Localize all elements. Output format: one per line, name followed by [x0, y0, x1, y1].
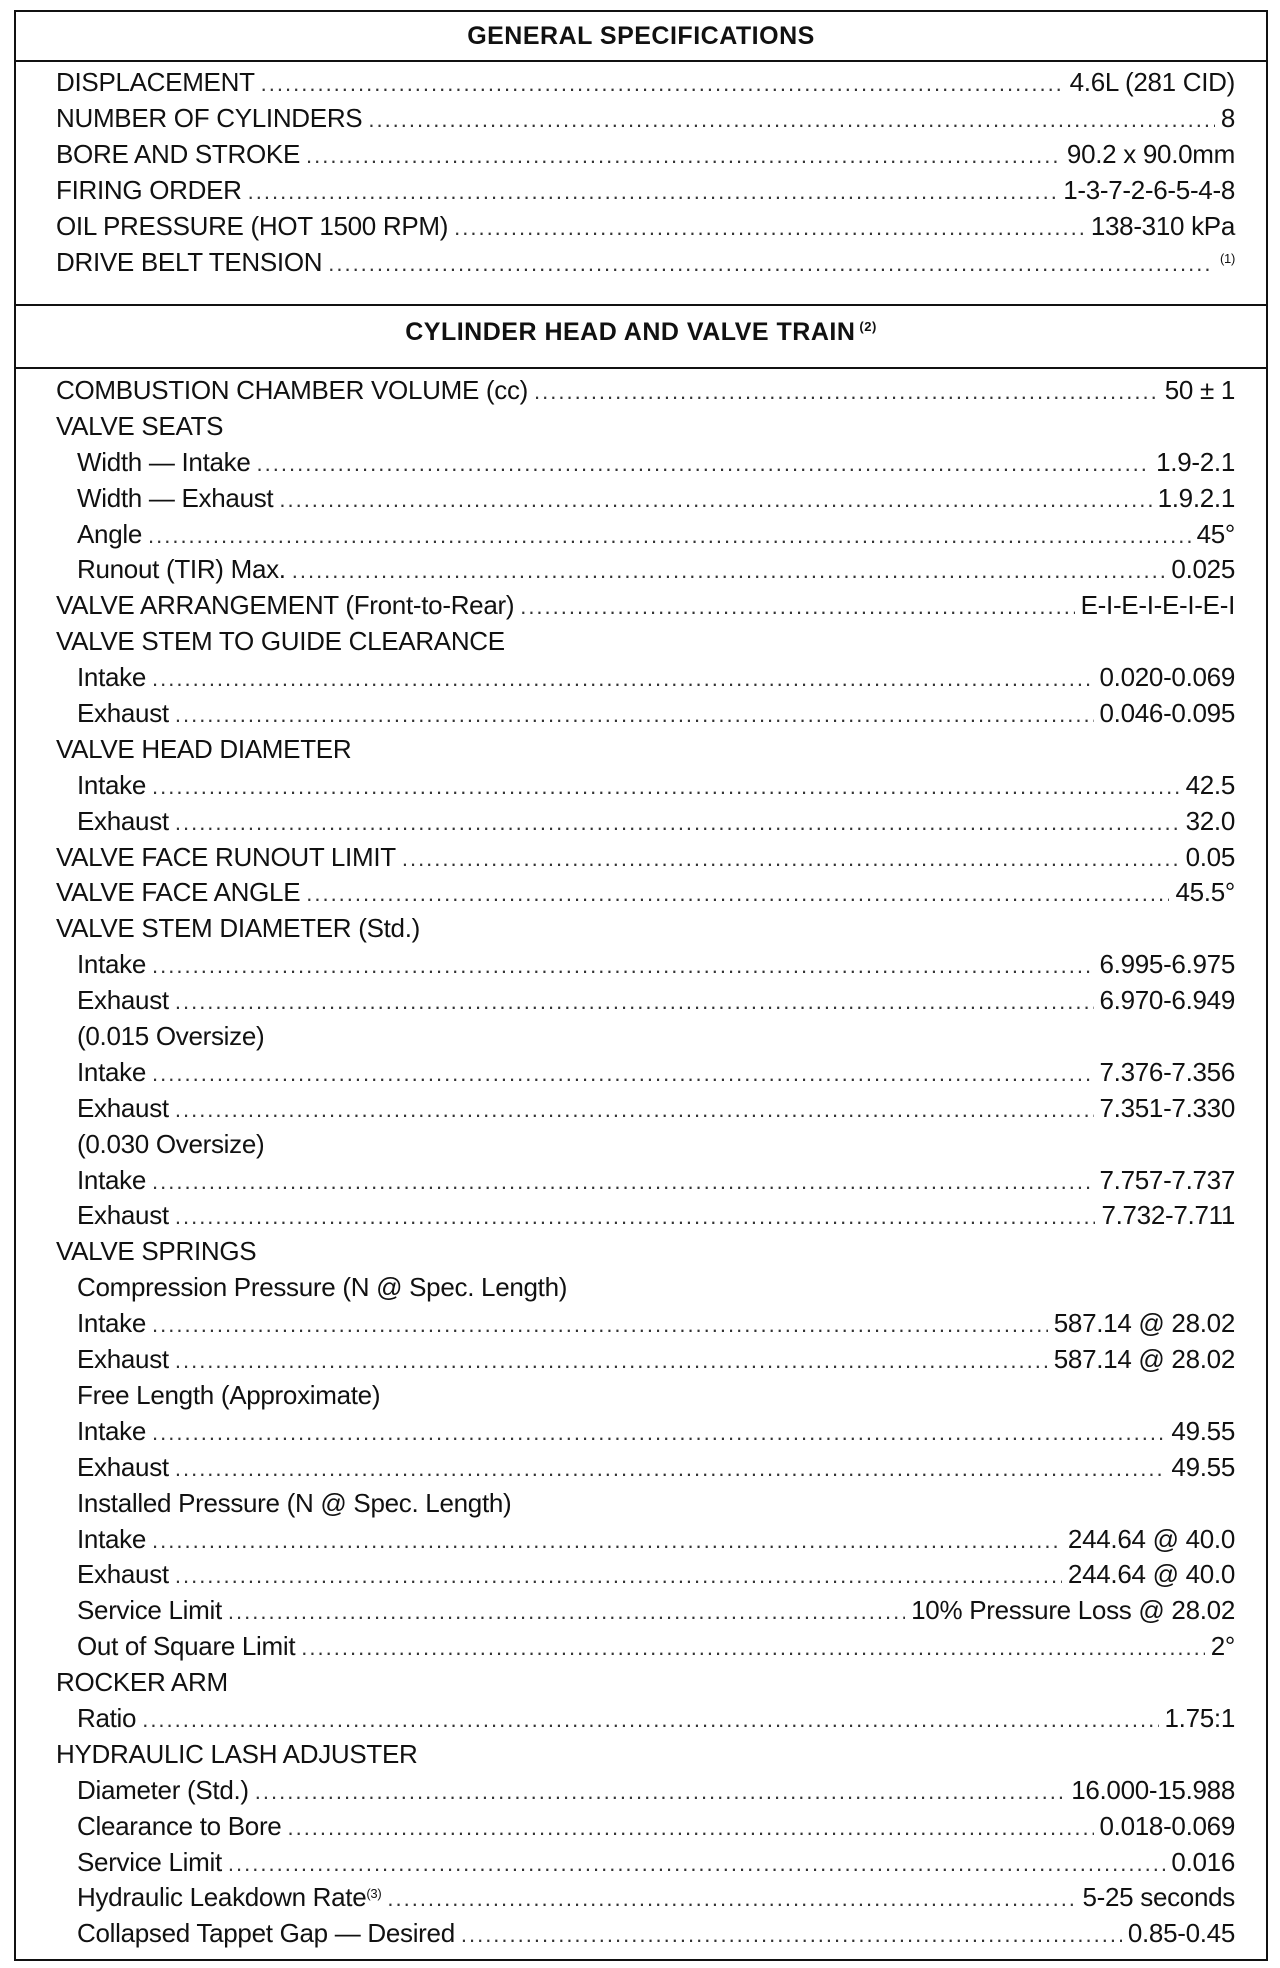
spec-label: BORE AND STROKE	[56, 139, 300, 169]
leader-dots	[152, 661, 1093, 697]
spec-value-text: 0.020-0.069	[1099, 662, 1235, 693]
leader-dots	[175, 805, 1180, 841]
spec-label: Service Limit	[77, 1846, 222, 1877]
general-specifications-list	[56, 64, 1235, 280]
spec-value-text: E-I-E-I-E-I-E-I	[1080, 590, 1235, 621]
spec-label: Intake	[77, 949, 147, 980]
spec-label: VALVE ARRANGEMENT (Front-to-Rear)	[56, 590, 515, 621]
spec-label: HYDRAULIC LASH ADJUSTER	[56, 1738, 418, 1769]
cylinder-head-header	[16, 308, 1266, 356]
spec-label: DRIVE BELT TENSION	[56, 247, 323, 277]
leader-dots	[175, 1199, 1096, 1235]
spec-value-text: 0.018-0.069	[1099, 1810, 1235, 1841]
spec-row	[56, 1629, 1235, 1665]
spec-value-text: 0.025	[1171, 554, 1235, 585]
spec-label: Intake	[77, 769, 147, 800]
spec-row	[56, 1127, 1235, 1163]
leader-dots	[152, 1164, 1093, 1200]
spec-label: Intake	[77, 1523, 147, 1554]
spec-label: Free Length (Approximate)	[77, 1379, 381, 1410]
spec-value	[911, 1593, 1235, 1629]
spec-value	[1054, 1306, 1235, 1342]
spec-label: VALVE SPRINGS	[56, 1236, 257, 1267]
leader-dots	[368, 102, 1214, 138]
leader-dots	[152, 948, 1093, 984]
spec-label: Out of Square Limit	[77, 1631, 296, 1662]
spec-value	[1211, 1629, 1235, 1665]
spec-value	[1128, 1916, 1235, 1952]
spec-label: VALVE SEATS	[56, 410, 224, 441]
spec-value	[1100, 1809, 1236, 1845]
leader-dots	[152, 1415, 1165, 1451]
spec-row	[56, 1163, 1235, 1199]
spec-row	[56, 1055, 1235, 1091]
spec-label: Compression Pressure (N @ Spec. Length)	[77, 1272, 568, 1303]
leader-dots	[402, 841, 1180, 877]
spec-label: (0.015 Oversize)	[77, 1021, 265, 1052]
leader-dots	[279, 482, 1151, 518]
leader-dots	[175, 697, 1094, 733]
spec-row	[56, 208, 1235, 244]
spec-value-text: 7.351-7.330	[1099, 1092, 1235, 1123]
spec-value-text: 0.016	[1171, 1846, 1235, 1877]
spec-label: Diameter (Std.)	[77, 1774, 249, 1805]
spec-row	[56, 911, 1235, 947]
leader-dots	[175, 984, 1094, 1020]
leader-dots	[152, 769, 1180, 805]
spec-row	[56, 1091, 1235, 1127]
spec-value-text: 587.14 @ 28.02	[1053, 1308, 1235, 1339]
spec-value	[1100, 660, 1236, 696]
spec-row	[56, 1593, 1235, 1629]
spec-value	[1158, 481, 1235, 517]
spec-value-text: 1.9-2.1	[1156, 446, 1235, 477]
leader-dots	[387, 1881, 1076, 1917]
spec-label: Angle	[77, 518, 142, 549]
spec-label: Exhaust	[77, 805, 169, 836]
leader-dots	[292, 553, 1166, 589]
spec-row	[56, 517, 1235, 553]
spec-label: Runout (TIR) Max.	[77, 554, 286, 585]
spec-row	[56, 1342, 1235, 1378]
spec-label: VALVE STEM TO GUIDE CLEARANCE	[56, 626, 505, 657]
spec-row	[56, 1270, 1235, 1306]
spec-row	[56, 1198, 1235, 1234]
spec-value-text: 7.376-7.356	[1099, 1056, 1235, 1087]
spec-label: Exhaust	[77, 985, 169, 1016]
spec-row	[56, 1306, 1235, 1342]
spec-label: Intake	[77, 1164, 147, 1195]
leader-dots	[175, 1451, 1166, 1487]
spec-value-text: 244.64 @ 40.0	[1067, 1523, 1235, 1554]
spec-label: NUMBER OF CYLINDERS	[56, 103, 363, 133]
spec-row	[56, 1557, 1235, 1593]
spec-value-text: 42.5	[1185, 769, 1235, 800]
divider	[16, 304, 1266, 306]
spec-value-text: 5-25 seconds	[1082, 1882, 1235, 1913]
cylinder-head-list	[56, 373, 1235, 1952]
spec-row	[56, 1880, 1235, 1916]
spec-label: Width — Exhaust	[77, 482, 274, 513]
leader-dots	[306, 876, 1169, 912]
spec-value-text: 1.9.2.1	[1157, 482, 1235, 513]
spec-row	[56, 1234, 1235, 1270]
footnote-marker: (3)	[366, 1886, 382, 1902]
spec-value-text: 1.75:1	[1164, 1702, 1235, 1733]
spec-label: Service Limit	[77, 1595, 222, 1626]
leader-dots	[175, 1558, 1062, 1594]
spec-row	[56, 1701, 1235, 1737]
leader-dots	[306, 138, 1061, 174]
spec-row	[56, 1665, 1235, 1701]
spec-label: Exhaust	[77, 1092, 169, 1123]
spec-row	[56, 840, 1235, 876]
leader-dots	[175, 1092, 1094, 1128]
spec-label: Exhaust	[77, 1451, 169, 1482]
leader-dots	[228, 1594, 905, 1630]
spec-row	[56, 1845, 1235, 1881]
spec-label: Intake	[77, 1308, 147, 1339]
spec-value-text: 2°	[1210, 1631, 1235, 1662]
cylinder-head-title: CYLINDER HEAD AND VALVE TRAIN	[405, 317, 856, 346]
spec-label: (0.030 Oversize)	[77, 1128, 265, 1159]
spec-value	[1063, 172, 1235, 208]
leader-dots	[534, 374, 1159, 410]
spec-row	[56, 875, 1235, 911]
spec-value	[1068, 1557, 1235, 1593]
spec-value	[1100, 1091, 1236, 1127]
spec-label: FIRING ORDER	[56, 175, 242, 205]
spec-value	[1175, 875, 1235, 911]
spec-row	[56, 409, 1235, 445]
spec-label: Exhaust	[77, 698, 169, 729]
spec-value-text: 1-3-7-2-6-5-4-8	[1063, 175, 1235, 205]
spec-value	[1165, 1701, 1236, 1737]
spec-value-text: 138-310 kPa	[1090, 211, 1235, 241]
spec-value	[1197, 517, 1235, 553]
spec-label: Exhaust	[77, 1559, 169, 1590]
divider	[16, 367, 1266, 369]
spec-row	[56, 64, 1235, 100]
spec-value	[1186, 768, 1235, 804]
spec-row	[56, 136, 1235, 172]
spec-value-text: 45°	[1196, 518, 1235, 549]
spec-row	[56, 100, 1235, 136]
spec-row	[56, 445, 1235, 481]
spec-value	[1171, 1450, 1235, 1486]
spec-value-text: 8	[1220, 103, 1235, 133]
leader-dots	[148, 518, 1191, 554]
divider	[16, 60, 1266, 62]
spec-row	[56, 244, 1235, 280]
spec-label: COMBUSTION CHAMBER VOLUME (cc)	[56, 375, 529, 405]
footnote-marker: (2)	[859, 318, 877, 334]
spec-row	[56, 732, 1235, 768]
spec-value	[1100, 1055, 1236, 1091]
spec-value-text: 6.970-6.949	[1099, 985, 1235, 1016]
spec-row	[56, 1916, 1235, 1952]
leader-dots	[152, 1307, 1048, 1343]
general-specifications-header	[16, 12, 1266, 60]
spec-value-text: 7.757-7.737	[1099, 1164, 1235, 1195]
spec-label: Ratio	[77, 1702, 137, 1733]
spec-row	[56, 804, 1235, 840]
spec-row	[56, 1486, 1235, 1522]
spec-label: Width — Intake	[77, 446, 251, 477]
leader-dots	[301, 1630, 1204, 1666]
spec-value	[1221, 100, 1235, 136]
spec-value	[1081, 588, 1235, 624]
spec-value-text: 49.55	[1171, 1451, 1235, 1482]
leader-dots	[257, 446, 1151, 482]
spec-label: VALVE STEM DIAMETER (Std.)	[56, 913, 420, 944]
spec-value-text: 7.732-7.711	[1101, 1200, 1235, 1231]
spec-value	[1186, 804, 1235, 840]
leader-dots	[520, 589, 1074, 625]
leader-dots	[152, 1523, 1062, 1559]
spec-row	[56, 768, 1235, 804]
spec-row	[56, 1522, 1235, 1558]
spec-row	[56, 373, 1235, 409]
spec-value	[1171, 1845, 1235, 1881]
spec-value-text: 4.6L (281 CID)	[1069, 67, 1235, 97]
spec-value	[1071, 1773, 1235, 1809]
spec-label: Clearance to Bore	[77, 1810, 282, 1841]
spec-value	[1100, 983, 1236, 1019]
spec-value	[1186, 840, 1235, 876]
leader-dots	[328, 246, 1214, 282]
spec-value	[1165, 373, 1235, 409]
spec-value	[1100, 696, 1236, 732]
leader-dots	[261, 66, 1064, 102]
spec-value	[1091, 208, 1235, 244]
leader-dots	[142, 1702, 1158, 1738]
spec-value	[1100, 1163, 1236, 1199]
spec-value	[1054, 1342, 1235, 1378]
spec-value-text: 0.85-0.45	[1127, 1918, 1235, 1949]
spec-value-text: 0.05	[1185, 841, 1235, 872]
spec-sheet	[14, 10, 1268, 1961]
spec-value	[1082, 1880, 1235, 1916]
spec-row	[56, 1414, 1235, 1450]
spec-label: DISPLACEMENT	[56, 67, 255, 97]
spec-row	[56, 1809, 1235, 1845]
spec-row	[56, 696, 1235, 732]
spec-value	[1067, 136, 1235, 172]
leader-dots	[175, 1343, 1048, 1379]
spec-value	[1070, 64, 1235, 100]
spec-value-text: 45.5°	[1175, 877, 1235, 908]
spec-row	[56, 983, 1235, 1019]
spec-row	[56, 624, 1235, 660]
spec-label: Collapsed Tappet Gap — Desired	[77, 1918, 455, 1949]
spec-value-text: 90.2 x 90.0mm	[1066, 139, 1235, 169]
spec-row	[56, 1773, 1235, 1809]
spec-label: ROCKER ARM	[56, 1667, 228, 1698]
spec-row	[56, 552, 1235, 588]
spec-row	[56, 1019, 1235, 1055]
spec-row	[56, 660, 1235, 696]
spec-label: VALVE HEAD DIAMETER	[56, 733, 352, 764]
spec-row	[56, 947, 1235, 983]
spec-value	[1220, 244, 1235, 285]
spec-value-text: 244.64 @ 40.0	[1067, 1559, 1235, 1590]
spec-value-text: 50 ± 1	[1164, 375, 1235, 405]
spec-value-text: 10% Pressure Loss @ 28.02	[911, 1595, 1235, 1626]
leader-dots	[152, 1056, 1093, 1092]
spec-label: Intake	[77, 1056, 147, 1087]
leader-dots	[248, 174, 1058, 210]
spec-label: VALVE FACE RUNOUT LIMIT	[56, 841, 396, 872]
spec-value	[1100, 947, 1236, 983]
spec-row	[56, 1378, 1235, 1414]
spec-value-text: 587.14 @ 28.02	[1053, 1344, 1235, 1375]
leader-dots	[454, 210, 1085, 246]
spec-value-text: 6.995-6.975	[1099, 949, 1235, 980]
footnote-marker: (1)	[1220, 251, 1235, 266]
spec-row	[56, 588, 1235, 624]
spec-label: OIL PRESSURE (HOT 1500 RPM)	[56, 211, 449, 241]
spec-label: Exhaust	[77, 1200, 169, 1231]
spec-value	[1068, 1522, 1235, 1558]
spec-row	[56, 1450, 1235, 1486]
spec-label: Hydraulic Leakdown Rate	[77, 1882, 367, 1913]
spec-row	[56, 172, 1235, 208]
spec-label: Installed Pressure (N @ Spec. Length)	[77, 1487, 512, 1518]
spec-value-text: 49.55	[1171, 1415, 1235, 1446]
spec-value-text: 16.000-15.988	[1071, 1774, 1235, 1805]
spec-value	[1171, 552, 1235, 588]
spec-value	[1156, 445, 1235, 481]
spec-value-text: 0.046-0.095	[1099, 698, 1235, 729]
spec-row	[56, 1737, 1235, 1773]
spec-value-text: 32.0	[1185, 805, 1235, 836]
general-specifications-title: GENERAL SPECIFICATIONS	[467, 21, 815, 50]
leader-dots	[287, 1810, 1093, 1846]
spec-value	[1171, 1414, 1235, 1450]
spec-label: Intake	[77, 662, 147, 693]
spec-value	[1101, 1198, 1235, 1234]
spec-label: VALVE FACE ANGLE	[56, 877, 301, 908]
leader-dots	[255, 1774, 1065, 1810]
spec-label: Intake	[77, 1415, 147, 1446]
spec-label: Exhaust	[77, 1344, 169, 1375]
leader-dots	[461, 1917, 1122, 1953]
spec-row	[56, 481, 1235, 517]
